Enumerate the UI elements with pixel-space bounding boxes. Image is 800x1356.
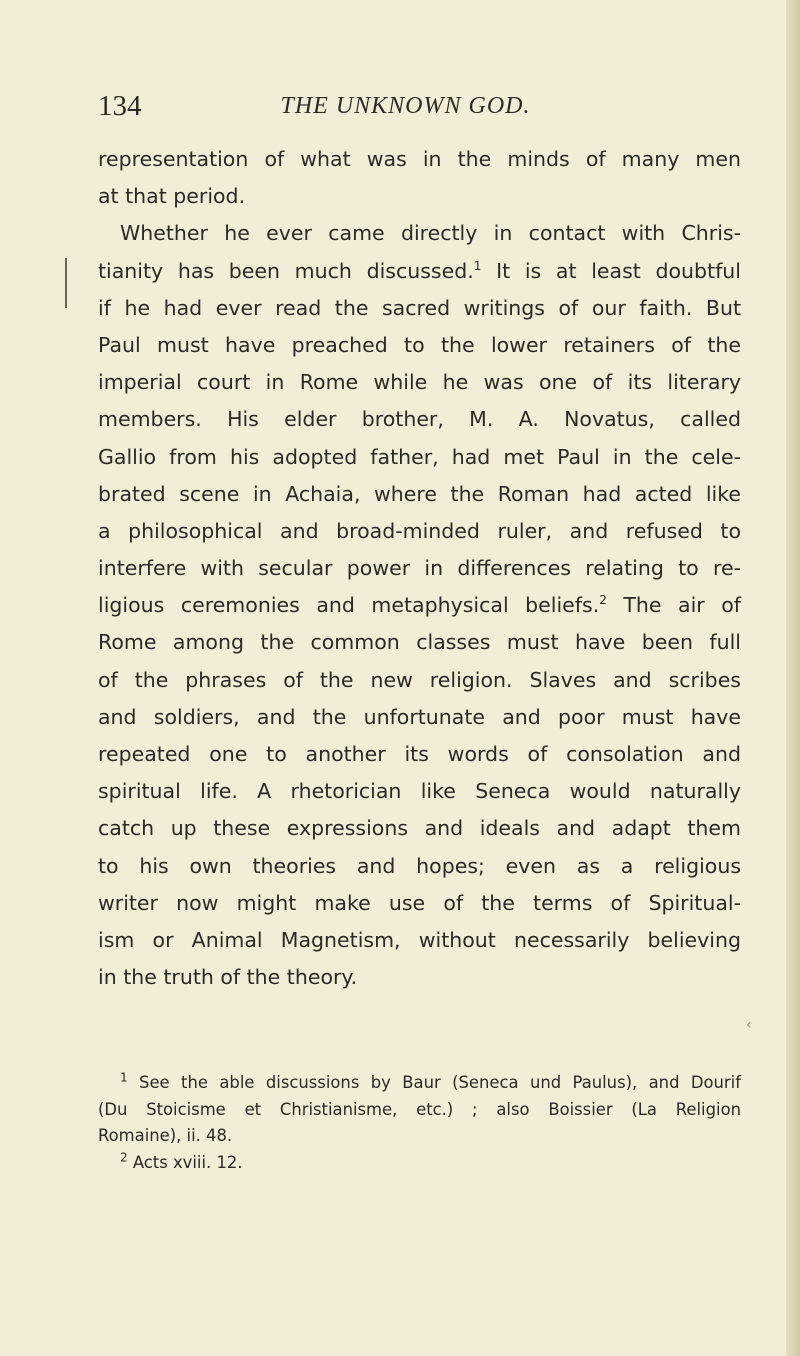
text-line: representation of what was in the minds of many men bbox=[98, 147, 741, 171]
footnote-text: See the able discussions by Baur (Seneca und Paulus), and Dourif bbox=[127, 1073, 741, 1092]
text-line: catch up these expressions and ideals and adapt them bbox=[98, 816, 741, 841]
text-line: Rome among the common classes must have been full bbox=[98, 630, 741, 655]
footnote-marker: 1 bbox=[120, 1070, 128, 1085]
text-line: spiritual life. A rhetorician like Seneca would naturally bbox=[98, 779, 741, 804]
page-number: 134 bbox=[98, 90, 142, 122]
text-line: members. His elder brother, M. A. Novatus, called bbox=[98, 407, 741, 432]
text-line: of the phrases of the new religion. Slaves and scribes bbox=[98, 667, 741, 692]
footnote-text: Acts xviii. 12. bbox=[127, 1152, 243, 1172]
text-line: in the truth of the theory. bbox=[98, 965, 358, 990]
text-line bbox=[98, 253, 741, 290]
text-line: interfere with secular power in differences relating to re- bbox=[98, 556, 741, 581]
text-line: imperial court in Rome while he was one of its literary bbox=[98, 370, 741, 395]
footnote-1 bbox=[98, 1070, 741, 1097]
text-line: Gallio from his adopted father, had met Paul in the cele- bbox=[98, 444, 741, 469]
text-line: to his own theories and hopes; even as a religious bbox=[98, 853, 741, 878]
text-line: brated scene in Achaia, where the Roman had acted like bbox=[98, 481, 741, 506]
body-text bbox=[98, 141, 741, 996]
text-line: if he had ever read the sacred writings of our faith. But bbox=[98, 295, 741, 320]
footnote-line: (Du Stoicisme et Christianisme, etc.) ; also Boissier (La Religion bbox=[98, 1099, 741, 1119]
text-fragment: tianity has been much discussed. bbox=[98, 258, 474, 283]
text-line: writer now might make use of the terms of Spiritual- bbox=[98, 890, 741, 915]
text-fragment: ligious ceremonies and metaphysical beliefs. bbox=[98, 593, 600, 618]
text-line: and soldiers, and the unfortunate and poor must have bbox=[98, 704, 741, 729]
page-header bbox=[98, 88, 713, 124]
footnote-ref-2[interactable]: 2 bbox=[599, 593, 607, 608]
running-title: THE UNKNOWN GOD. bbox=[280, 93, 531, 119]
text-line: Paul must have preached to the lower retainers of the bbox=[98, 332, 741, 357]
footnotes bbox=[98, 1070, 741, 1176]
text-line: repeated one to another its words of consolation and bbox=[98, 742, 741, 766]
text-line: at that period. bbox=[98, 184, 246, 209]
text-line: a philosophical and broad-minded ruler, and refused to bbox=[98, 518, 741, 543]
text-fragment: The air of bbox=[606, 593, 742, 618]
text-line: Whether he ever came directly in contact with Chris- bbox=[120, 221, 741, 246]
text-fragment: It is at least doubtful bbox=[481, 258, 741, 283]
text-line bbox=[98, 587, 741, 624]
text-line: ism or Animal Magnetism, without necessarily believing bbox=[98, 927, 741, 952]
footnote-ref-1[interactable]: 1 bbox=[473, 258, 482, 273]
footnote-marker: 2 bbox=[120, 1150, 128, 1165]
page-edge bbox=[786, 0, 800, 1356]
footnote-line: Romaine), ii. 48. bbox=[98, 1126, 233, 1145]
margin-rule-mark bbox=[65, 258, 67, 308]
footnote-2 bbox=[98, 1150, 741, 1177]
margin-tick-mark: ‹ bbox=[746, 1017, 752, 1033]
